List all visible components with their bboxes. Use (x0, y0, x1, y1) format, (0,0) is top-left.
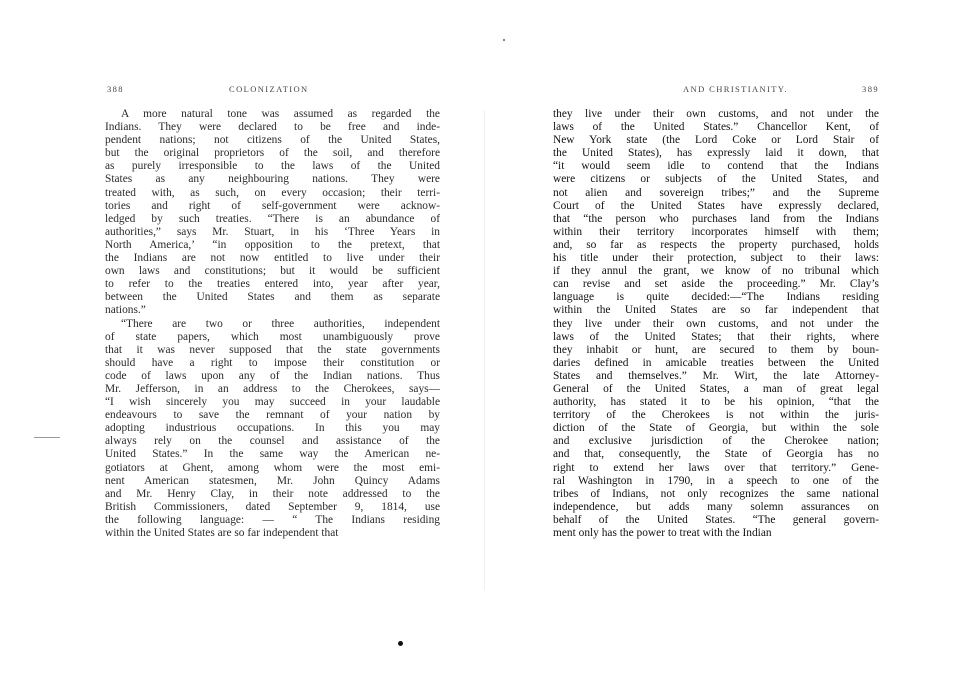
text-line: authorities,” says Mr. Stuart, in his ‘Three Years in (105, 225, 440, 238)
text-line: adopting industrious occupations. In this you may (105, 422, 440, 435)
text-line: language is quite decided:—“The Indians residing (553, 291, 879, 304)
text-line: they inhabit or hunt, are secured to them by boun- (553, 343, 879, 356)
right-running-head (553, 84, 879, 96)
text-line: ment only has the power to treat with the Indian (553, 527, 772, 539)
text-line: “it would seem idle to contend that the Indians (553, 160, 879, 173)
text-line: of state papers, which most unambiguously prove (105, 330, 440, 343)
text-line: to refer to the treaties entered into, year after year, (105, 278, 440, 291)
text-line: United States.” In the same way the American ne- (105, 448, 440, 461)
text-line: the following language: — “ The Indians residing (105, 513, 440, 526)
text-line: laws of the United States.” Chancellor Kent, of (553, 121, 879, 134)
text-line: right to extend her laws over that territory.” Gene- (553, 461, 879, 474)
left-page-number: 388 (107, 84, 124, 94)
text-line: and Mr. Henry Clay, in their note addressed to the (105, 487, 440, 500)
text-line: and exclusive jurisdiction of the Cherokee nation; (553, 435, 879, 448)
text-line: as purely irresponsible to the laws of the United (105, 160, 440, 173)
text-line: and, so far as respects the property purchased, holds (553, 238, 879, 251)
left-running-title: COLONIZATION (229, 84, 309, 94)
right-page-body (553, 108, 879, 540)
text-line: New York state (the Lord Coke or Lord Stair of (553, 134, 879, 147)
text-line: States as any neighbouring nations. They were (105, 173, 440, 186)
text-line: pendent nations; not citizens of the United States, (105, 134, 440, 147)
text-line: “There are two or three authorities, independent (121, 317, 440, 330)
text-line: should have a right to impose their constitution or (105, 356, 440, 369)
text-line: territory of the Cherokees is not within the juris- (553, 409, 879, 422)
text-line: his title under their protection, subject to their laws: (553, 252, 879, 265)
text-line: code of laws upon any of the Indian nations. Thus (105, 369, 440, 382)
text-line: not alien and sovereign tribes;” and the Supreme (553, 186, 879, 199)
book-gutter (484, 110, 485, 590)
text-line: “I wish sincerely you may succeed in your laudable (105, 396, 440, 409)
text-line: Mr. Jefferson, in an address to the Cherokees, says— (105, 382, 440, 395)
text-line: Indians. They were declared to be free and inde- (105, 121, 440, 134)
text-line: tories and right of self-government were acknow- (105, 199, 440, 212)
left-running-head (105, 84, 440, 96)
text-line: within their territory incorporates himself with them; (553, 225, 879, 238)
text-line: they live under their own customs, and not under the (553, 108, 879, 120)
text-line: British Commissioners, dated September 9, 1814, use (105, 500, 440, 513)
right-page-number: 389 (862, 84, 879, 94)
text-line: own laws and constitutions; but it would be sufficient (105, 265, 440, 278)
text-line: Court of the United States have expressly declared, (553, 199, 879, 212)
text-line: endeavours to save the remnant of your nation by (105, 409, 440, 422)
text-line: they live under their own customs, and not under the (553, 317, 879, 330)
text-line: ral Washington in 1790, in a speech to one of the (553, 474, 879, 487)
text-line: North America,’ “in opposition to the pretext, that (105, 238, 440, 251)
text-line: between the United States and them as separate (105, 291, 440, 304)
text-line: nations.” (105, 304, 146, 317)
text-line: diction of the State of Georgia, but within the sole (553, 422, 879, 435)
text-line: that it was never supposed that the state governments (105, 343, 440, 356)
text-line: treated with, as such, on every occasion; their terri- (105, 186, 440, 199)
text-line: States and themselves.” Mr. Wirt, the late Attorney- (553, 369, 879, 382)
text-line: can revise and set aside the proceeding.” Mr. Clay’s (553, 278, 879, 291)
left-page-body (105, 108, 440, 540)
text-line: daries defined in amicable treaties between the United (553, 356, 879, 369)
scan-dot-mark (398, 641, 403, 646)
text-line: laws of the United States; that their rights, where (553, 330, 879, 343)
text-line: always rely on the counsel and assistance of the (105, 435, 440, 448)
text-line: the United States), has expressly laid it down, that (553, 147, 879, 160)
text-line: nent American statesmen, Mr. John Quincy Adams (105, 474, 440, 487)
text-line: within the United States are so far independent that (553, 304, 879, 317)
text-line: ledged by such treaties. “There is an abundance of (105, 212, 440, 225)
text-line: gotiators at Ghent, among whom were the most emi- (105, 461, 440, 474)
text-line: independence, but adds many solemn assurances on (553, 500, 879, 513)
text-line: were citizens or subjects of the United States, and (553, 173, 879, 186)
text-line: and that, consequently, the State of Georgia has no (553, 448, 879, 461)
text-line: that “the person who purchases land from the Indians (553, 212, 879, 225)
text-line: A more natural tone was assumed as regarded the (121, 108, 440, 120)
scan-speck (503, 39, 505, 41)
text-line: behalf of the United States. “The general govern- (553, 513, 879, 526)
text-line: but the original proprietors of the soil, and therefore (105, 147, 440, 160)
text-line: authority, has stated it to be his opinion, “that the (553, 396, 879, 409)
right-running-title: AND CHRISTIANITY. (683, 84, 788, 94)
text-line: General of the United States, a man of great legal (553, 382, 879, 395)
text-line: the Indians are not now entitled to live under their (105, 252, 440, 265)
text-line: if they annul the grant, we know of no tribunal which (553, 265, 879, 278)
margin-dash-mark (34, 437, 60, 438)
text-line: tribes of Indians, not only recognizes the same national (553, 487, 879, 500)
text-line: within the United States are so far independent that (105, 527, 339, 539)
